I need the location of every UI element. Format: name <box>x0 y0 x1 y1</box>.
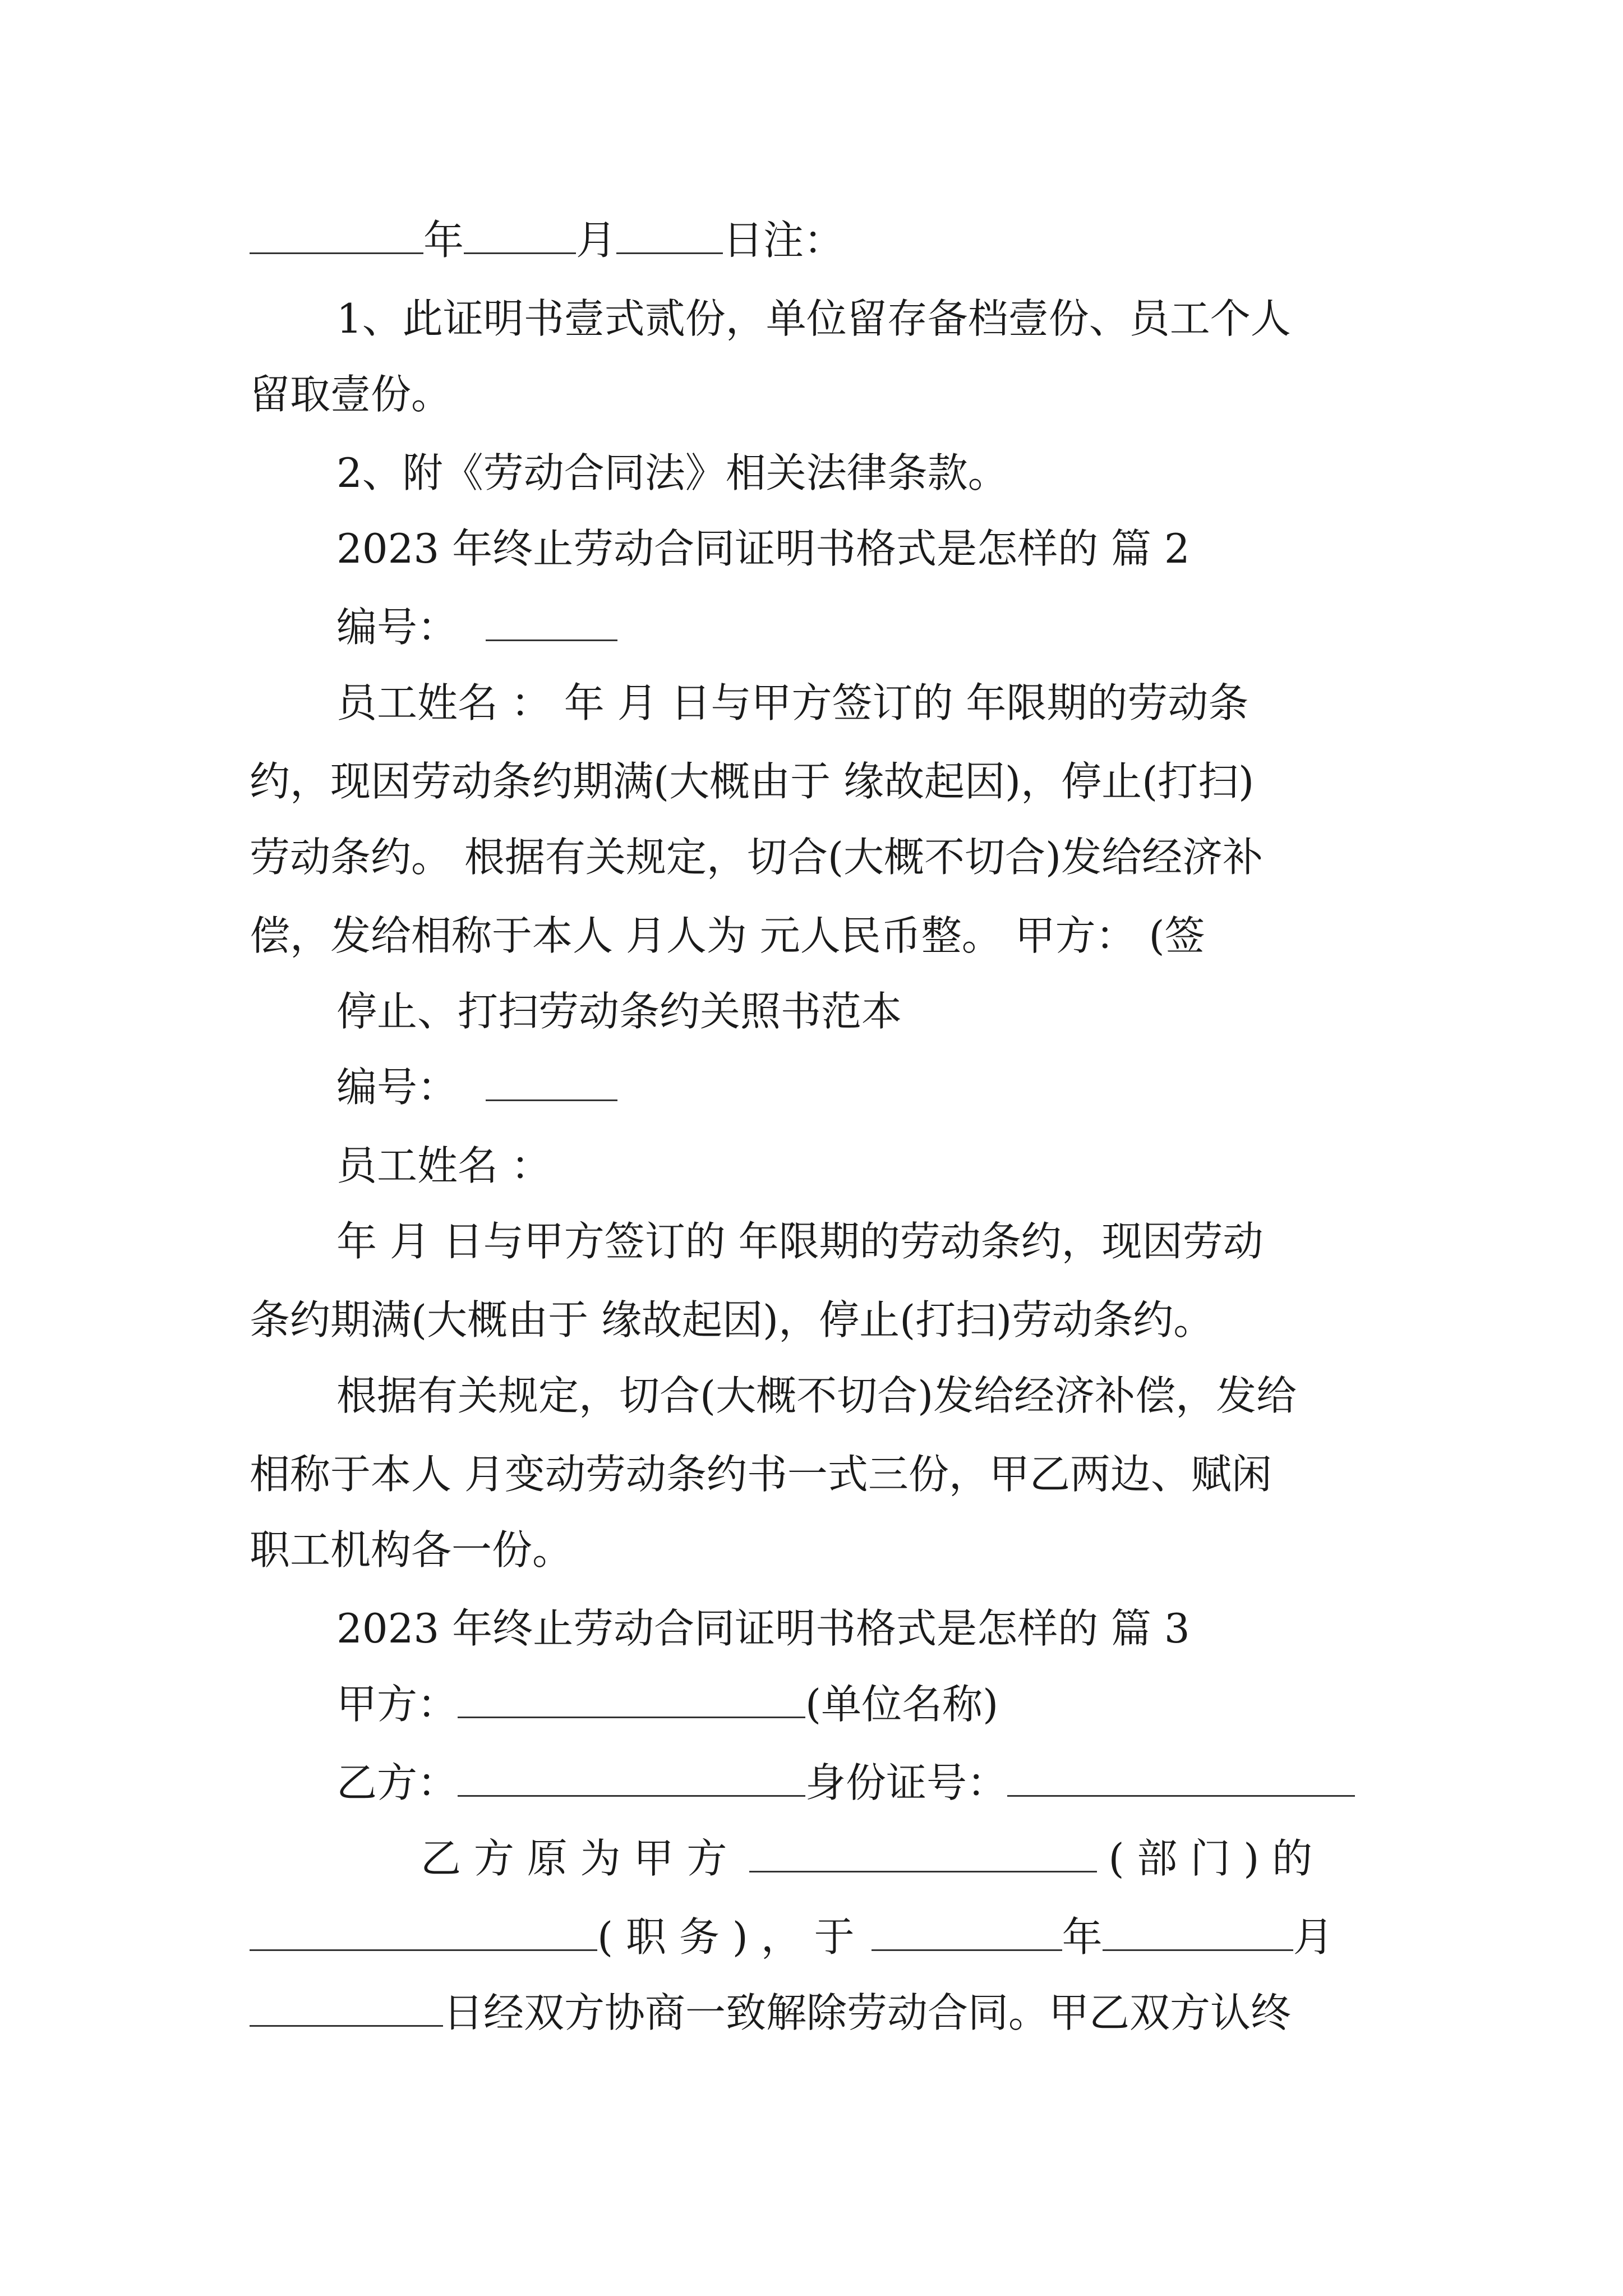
party-a-line: 甲方： (单位名称) <box>336 1677 1380 1731</box>
paragraph-line: 乙 方 原 为 甲 方 ( 部 门 ) 的 <box>336 1832 1380 1885</box>
paragraph-line: ( 职 务 ) ， 于 年 月 <box>250 1910 1380 1964</box>
id-number-blank[interactable] <box>1007 1756 1355 1797</box>
serial-number-blank[interactable] <box>486 600 617 641</box>
month-blank[interactable] <box>1103 1910 1293 1951</box>
day-blank[interactable] <box>250 1986 443 2027</box>
position-blank[interactable] <box>250 1910 597 1951</box>
paragraph-line: 相称于本人 月变动劳动条约书一式三份，甲乙两边、赋闲 <box>250 1451 1272 1498</box>
paragraph-line: 年 月 日与甲方签订的 年限期的劳动条约，现因劳动 <box>336 1218 1264 1265</box>
paragraph-line: 职工机构各一份。 <box>250 1526 573 1573</box>
party-b-line: 乙方： 身份证号： <box>336 1756 1380 1810</box>
subheading: 停止、打扫劳动条约关照书范本 <box>336 988 902 1035</box>
paragraph-line: 约，现因劳动条约期满(大概由于 缘故起因)，停止(打扫) <box>250 758 1255 805</box>
party-b-name-blank[interactable] <box>458 1756 805 1797</box>
paragraph-line: 根据有关规定，切合(大概不切合)发给经济补偿，发给 <box>336 1372 1297 1419</box>
serial-number-blank[interactable] <box>486 1060 617 1101</box>
paragraph-line: 日经双方协商一致解除劳动合同。甲乙双方认终 <box>250 1986 1380 2040</box>
department-blank[interactable] <box>749 1832 1097 1872</box>
paragraph-line: 条约期满(大概由于 缘故起因)，停止(打扫)劳动条约。 <box>250 1296 1214 1343</box>
blank[interactable] <box>464 213 576 254</box>
paragraph-line: 留取壹份。 <box>250 371 452 418</box>
paragraph-line: 1、此证明书壹式贰份，单位留存备档壹份、员工个人 <box>336 295 1291 342</box>
party-a-name-blank[interactable] <box>458 1677 805 1718</box>
year-blank[interactable] <box>872 1910 1062 1951</box>
paragraph-line: 员工姓名 ： 年 月 日与甲方签订的 年限期的劳动条 <box>336 679 1249 726</box>
blank[interactable] <box>616 213 723 254</box>
paragraph-line: 偿，发给相称于本人 月人为 元人民币整。 甲方： (签 <box>250 912 1205 959</box>
serial-number-line: 编号： <box>336 1060 1380 1114</box>
paragraph-line: 2、附《劳动合同法》相关法律条款。 <box>336 449 1008 496</box>
section-heading: 2023 年终止劳动合同证明书格式是怎样的 篇 3 <box>336 1605 1190 1652</box>
paragraph-line: 员工姓名 ： <box>336 1142 551 1189</box>
date-note-line: 年 月 日注： <box>250 213 1380 267</box>
blank[interactable] <box>250 213 423 254</box>
paragraph-line: 劳动条约。 根据有关规定，切合(大概不切合)发给经济补 <box>250 834 1264 881</box>
serial-number-line: 编号： <box>336 600 1380 654</box>
section-heading: 2023 年终止劳动合同证明书格式是怎样的 篇 2 <box>336 525 1190 572</box>
